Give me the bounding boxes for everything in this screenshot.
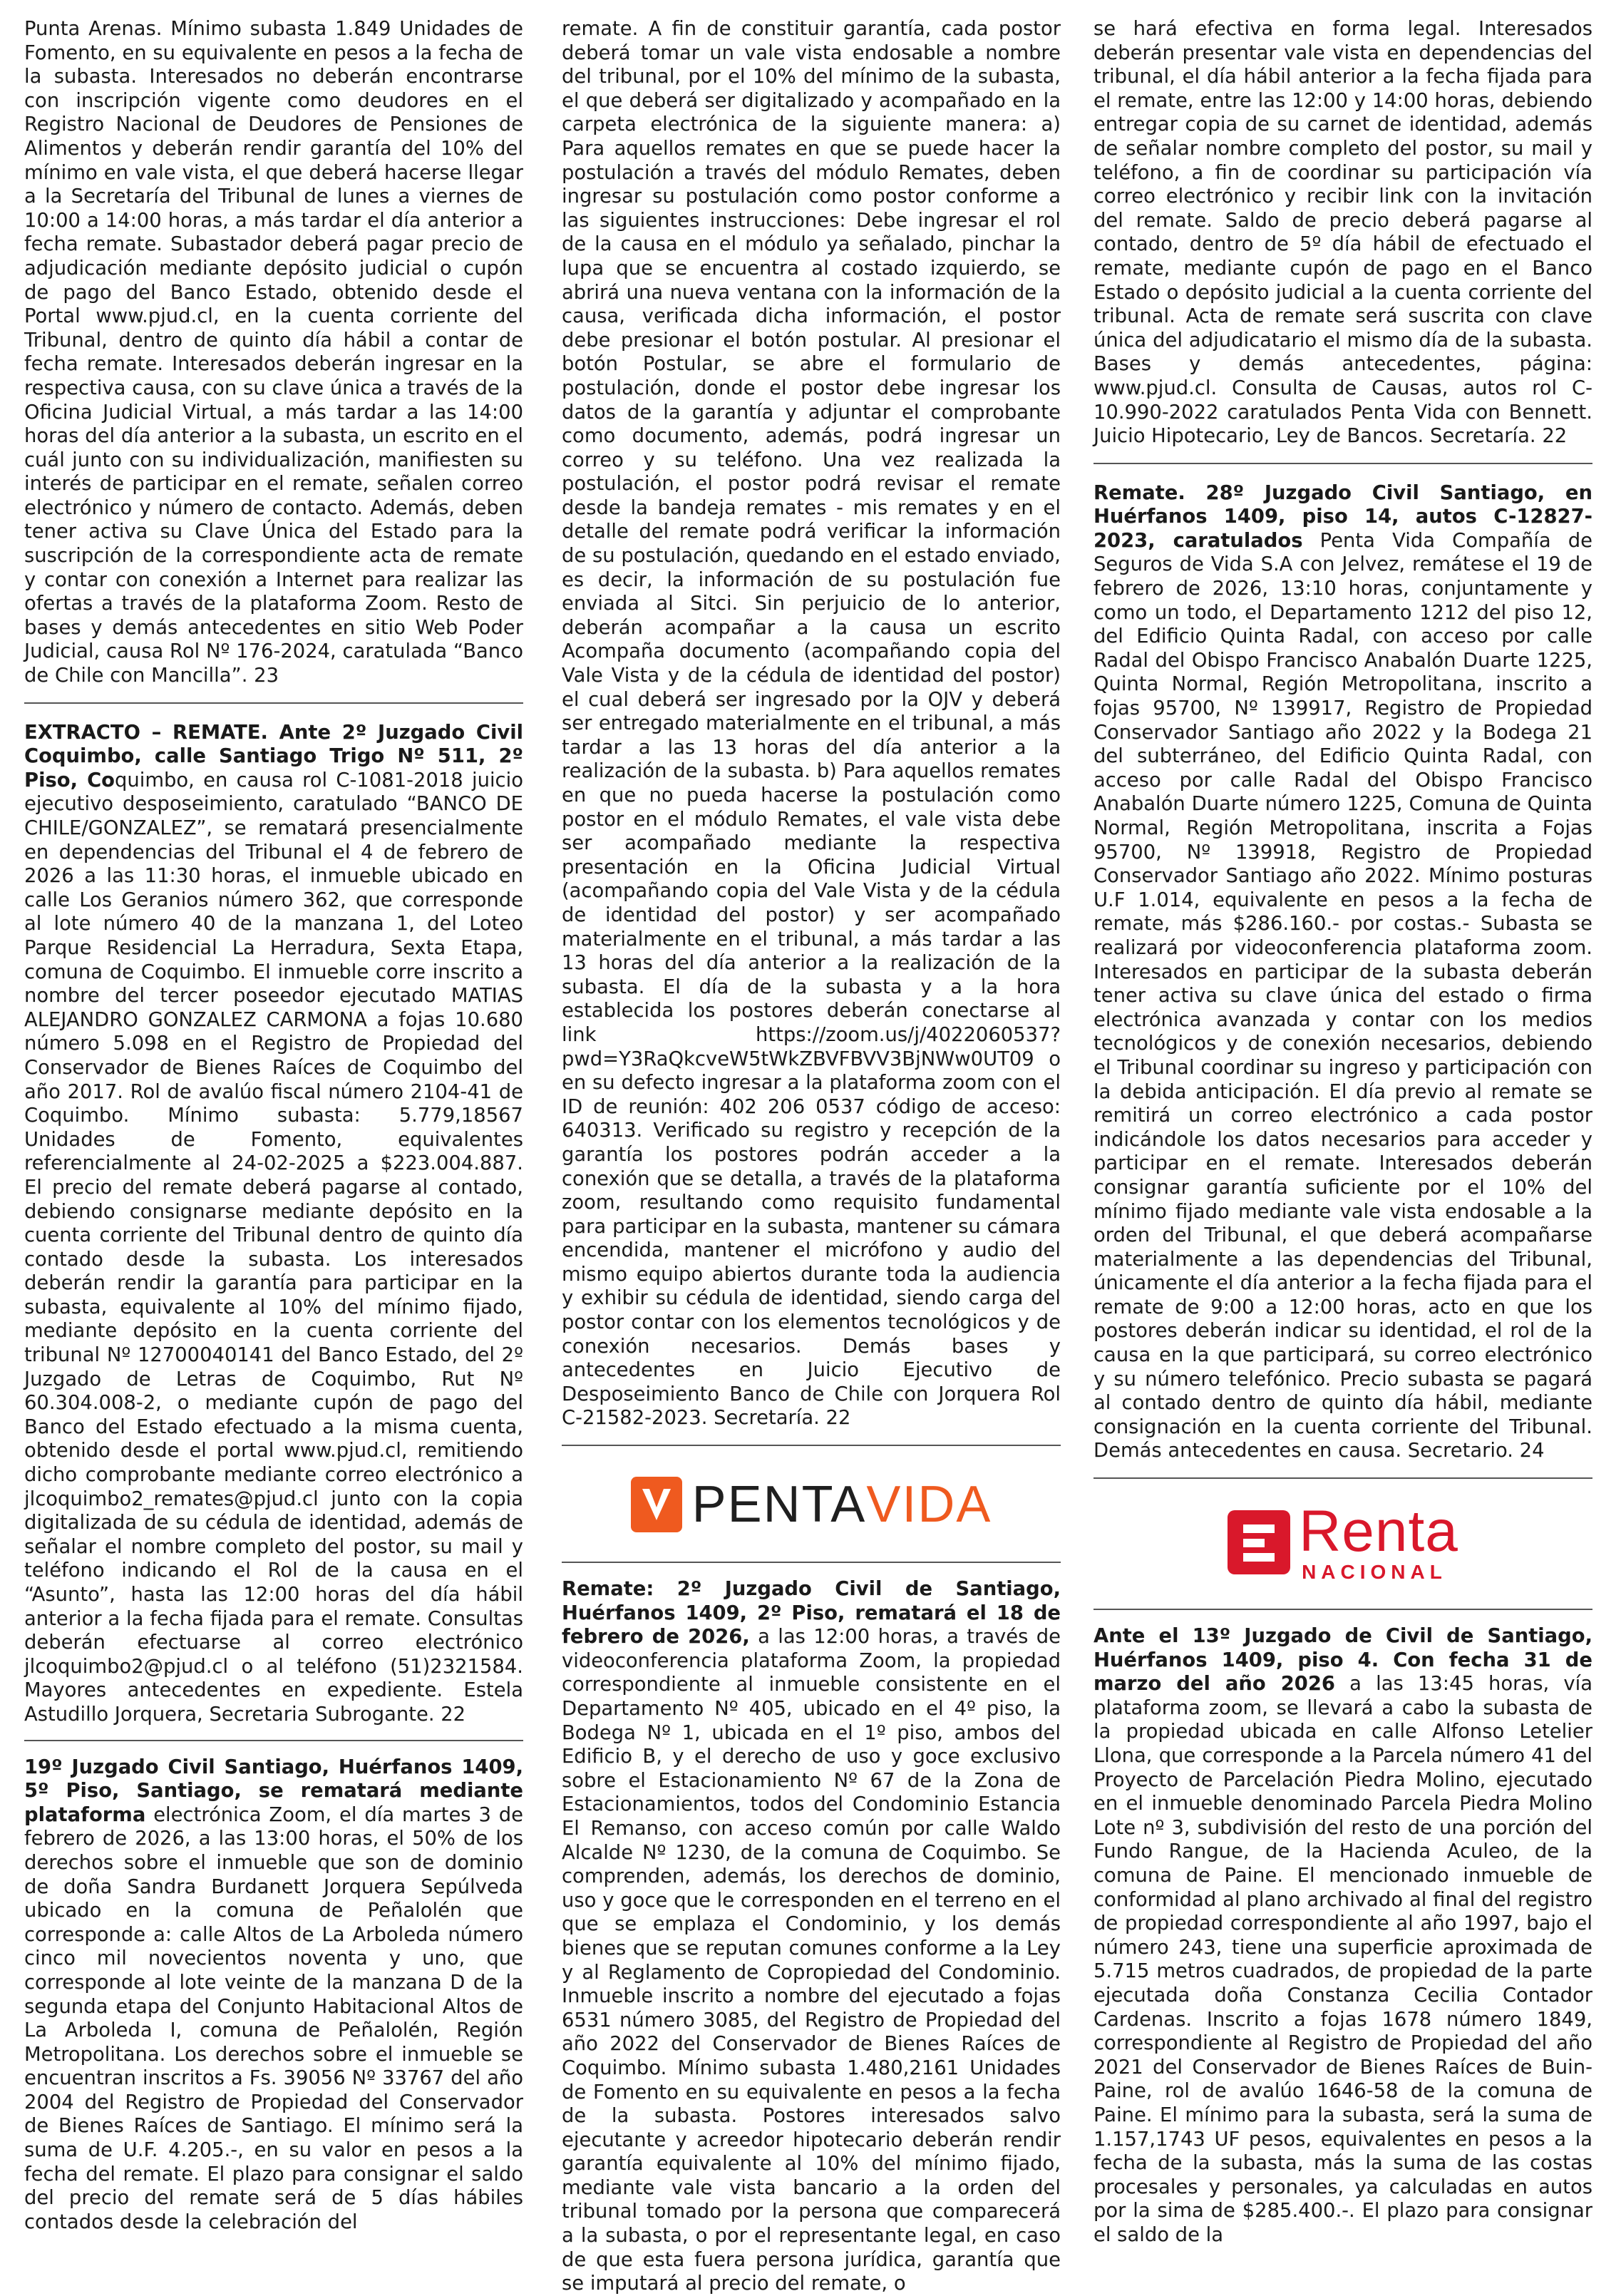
notice-punta-arenas: Punta Arenas. Mínimo subasta 1.849 Unidades de Fomento, en su equivalente en pesos a la fecha de la subasta. Interesados no deberán encontrarse con inscripción vigente como deudores en el Registro Nacional de Deudores de Pensiones de Alimentos y deberán rendir garantía del 10% del mínimo en vale vista, el que deberá hacerse llegar a la Secretaría del Tribunal de lunes a viernes de 10:00 a 14:00 horas, a más tardar el día anterior a fecha remate. Subastador deberá pagar precio de adjudicación mediante depósito judicial o cupón de pago del Banco Estado, obtenido desde el Portal www.pjud.cl, en la cuenta corriente del Tribunal, dentro de quinto día hábil a contar de fecha remate. Interesados deberán ingresar en la respectiva causa, con su clave única a través de la Oficina Judicial Virtual, a más tardar a las 14:00 horas del día anterior a la subasta, un escrito en el cuál junto con su individualización, manifiesten su interés de participar en el remate, señalen correo electrónico y número de contacto. Además, deben tener activa su Clave Única del Estado para la suscripción de la correspondiente acta de remate y contar con conexión a Internet para realizar las ofertas a través de la plataforma Zoom. Resto de bases y demás antecedentes en sitio Web Poder Judicial, causa Rol Nº 176-2024, caratulada “Banco de Chile con Mancilla”. 23: [24, 18, 523, 687]
notice-text: a las 12:00 horas, a través de videoconferencia plataforma Zoom, la propiedad correspondiente al inmueble consistente en el Departamento Nº 405, ubicado en el 4º piso, la Bodega Nº 1, ubicada en el 1º piso, ambos del Edificio B, y el derecho de uso y goce exclusivo sobre el Estacionamiento Nº 67 de la Zona de Estacionamientos, todos del Condominio Estancia El Remanso, con acceso común por calle Waldo Alcalde Nº 1230, de la comuna de Coquimbo. Se comprenden, además, los derechos de dominio, uso y goce que le corresponden en el terreno en el que se emplaza el Condominio, y los demás bienes que se reputan comunes conforme a la Ley y al Reglamento de Copropiedad del Condominio. Inmueble inscrito a nombre del ejecutado a fojas 6531 número 3085, del Registro de Propiedad del año 2022 del Conservador de Bienes Raíces de Coquimbo. Mínimo subasta 1.480,2161 Unidades de Fomento en su equivalente en pesos a la fecha de la subasta. Postores interesados salvo ejecutante y acreedor hipotecario deberán rendir garantía equivalente al 10% del mínimo fijado, mediante vale vista bancario a la orden del tribunal tomado por la persona que comparecerá a la subasta, o por el representante legal, en caso de que esta fuera persona jurídica, garantía que se imputará al precio del remate, o: [562, 1626, 1061, 2295]
separator: [562, 1562, 1061, 1563]
notice-heading: Remate: 2º Juzgado Civil de Santiago, Huérfanos 1409, 2º Piso, rematará el 18 de febrero de 2026,: [562, 1578, 1061, 1649]
notice-coquimbo-gonzalez: [24, 721, 523, 1727]
notice-text: quimbo, en causa rol C-1081-2018 juicio ejecutivo desposeimiento, caratulado “BANCO DE CHILE/GONZALEZ”, se rematará presencialmente en dependencias del Tribunal el 4 de febrero de 2026 a las 11:30 horas, el inmueble ubicado en calle Los Geranios número 362, que corresponde al lote número 40 de la manzana 1, del Loteo Parque Residencial La Herradura, Sexta Etapa, comuna de Coquimbo. El inmueble corre inscrito a nombre del tercer poseedor ejecutado MATIAS ALEJANDRO GONZALEZ CARMONA a fojas 10.680 número 5.098 en el Registro de Propiedad del Conservador de Bienes Raíces de Coquimbo del año 2017. Rol de avalúo fiscal número 2104-41 de Coquimbo. Mínimo subasta: 5.779,18567 Unidades de Fomento, equivalentes referencialmente al 24-02-2025 a $223.004.887. El precio del remate deberá pagarse al contado, debiendo consignarse mediante depósito en la cuenta corriente del Tribunal dentro de quinto día contado desde la subasta. Los interesados deberán rendir la garantía para participar en la subasta, equivalente al 10% del mínimo fijado, mediante depósito en la cuenta corriente del tribunal Nº 12700040141 del Banco Estado, del 2º Juzgado de Letras de Coquimbo, Rut Nº 60.304.008-2, o mediante cupón de pago del Banco del Estado efectuado a la misma cuenta, obtenido desde el portal www.pjud.cl, remitiendo dicho comprobante mediante correo electrónico a jlcoquimbo2_remates@pjud.cl junto con la copia digitalizada de su cédula de identidad, además de señalar el nombre completo del postor, su mail y teléfono indicando el Rol de la causa en el “Asunto”, hasta las 12:00 horas del día hábil anterior a la fecha fijada para el remate. Consultas deberán efectuarse al correo electrónico jlcoquimbo2@pjud.cl o al teléfono (51)2321584. Mayores antecedentes en expediente. Estela Astudillo Jorquera, Secretaria Subrogante. 22: [24, 769, 523, 1726]
logo-word-penta: PENTA: [691, 1476, 867, 1534]
column-middle: [562, 17, 1061, 2296]
notice-heading: Ante el 13º Juzgado de Civil de Santiago, Huérfanos 1409, piso 4. Con fecha 31 de marzo del año 2026: [1093, 1625, 1592, 1696]
penta-v-icon: [631, 1477, 682, 1532]
notice-28-juzgado: [1093, 481, 1592, 1463]
separator: [24, 1740, 523, 1741]
notice-heading: Remate. 28º Juzgado Civil Santiago, en Huérfanos 1409, piso 14, autos C-12827-2023, caratulados: [1093, 481, 1592, 552]
logo-word-nacional: NACIONAL: [1302, 1561, 1447, 1584]
notice-heading: EXTRACTO – REMATE. Ante 2º Juzgado Civil Coquimbo, calle Santiago Trigo Nº 511, 2º Piso, Co: [24, 721, 523, 791]
notice-text: a las 13:45 horas, vía plataforma zoom, se llevará a cabo la subasta de la propiedad ubicada en calle Alfonso Letelier Llona, que corresponde a la Parcela número 41 del Proyecto de Parcelación Piedra Molino, ejecutado en el inmueble denominado Parcela Piedra Molino Lote nº 3, subdivisión del resto de una porción del Fundo Rangue, de la Hacienda Aculeo, de la comuna de Paine. El mencionado inmueble de conformidad al plano archivado al final del registro de propiedad correspondiente al año 1997, bajo el número 243, tiene una superficie aproximada de 5.715 metros cuadrados, de propiedad de la parte ejecutada doña Constanza Cecilia Contador Cardenas. Inscrito a fojas 1678 número 1849, correspondiente al Registro de Propiedad del año 2021 del Conservador de Bienes Raíces de Buin-Paine, rol de avalúo 1646-58 de la comuna de Paine. El mínimo para la subasta, será la suma de 1.157,1743 UF pesos, equivalentes en pesos a la fecha de la subasta, más la suma de las costas procesales y personales, ya calculadas en autos por la sima de $285.400.-. El plazo para consignar el saldo de la: [1093, 1673, 1592, 2246]
separator: [1093, 1609, 1592, 1610]
notice-19-juzgado: [24, 1756, 523, 2235]
separator: [1093, 463, 1592, 464]
logo-word-renta: Renta: [1299, 1499, 1458, 1564]
logo-word-vida: VIDA: [866, 1476, 992, 1534]
column-left: [24, 17, 523, 2234]
penta-vida-logo: [562, 1463, 1061, 1549]
notice-vale-vista-zoom: remate. A fin de constituir garantía, cada postor deberá tomar un vale vista endosable a nombre del tribunal, por el 10% del mínimo de la subasta, el que deberá ser digitalizado y acompañado en la carpeta electrónica de la siguiente manera: a) Para aquellos remates en que se puede hacer la postulación a través del módulo Remates, deben ingresar su postulación como postor conforme a las siguientes instrucciones: Debe ingresar el rol de la causa en el módulo ya señalado, pinchar la lupa que se encuentra al costado izquierdo, se abrirá una nueva ventana con la información de la causa, verificada dicha información, el postor debe presionar el botón postular. Al presionar el botón Postular, se abre el formulario de postulación, donde el postor debe ingresar los datos de la garantía y adjuntar el comprobante como documento, además, podrá ingresar un correo y su teléfono. Una vez realizada la postulación, el postor podrá revisar el remate desde la bandeja remates - mis remates y en el detalle del remate podrá verificar la información de su postulación, quedando en el estado enviado, es decir, la información de su postulación fue enviada al Sitci. Sin perjuicio de lo anterior, deberán acompañar a la causa un escrito Acompaña documento (acompañando copia del Vale Vista y de la cédula de identidad del postor) el cual deberá ser ingresado por la OJV y deberá ser entregado materialmente en el tribunal, a más tardar a las 13 horas del día anterior a la realización de la subasta. b) Para aquellos remates en que no pueda hacerse la postulación como postor en el módulo Remates, el vale vista debe ser acompañado mediante la respectiva presentación en la Oficina Judicial Virtual (acompañando copia del Vale Vista y de la cédula de identidad del postor) y ser acompañado materialmente en el tribunal, a más tardar a las 13 horas del día anterior a la realización de la subasta. El día de la subasta y a la hora establecida los postores deberán conectarse al link https://zoom.us/j/4022060537?pwd=Y3RaQkcveW5tWkZBVFBVV3BjNWw0UT09 o en su defecto ingresar a la plataforma zoom con el ID de reunión: 402 206 0537 código de acceso: 640313. Verificado su registro y recepción de la garantía los postores podrán acceder a la conexión que se detalla, a través de la plataforma zoom, resultando como requisito fundamental para participar en la subasta, mantener su cámara encendida, mantener el micrófono y audio del mismo equipo abiertos durante toda la audiencia y exhibir su cédula de identidad, siendo carga del postor contar con los elementos tecnológicos y de conexión necesarios. Demás bases y antecedentes en Juicio Ejecutivo de Desposeimiento Banco de Chile con Jorquera Rol C-21582-2023. Secretaría. 22: [562, 18, 1061, 1430]
notice-penta-bennett: se hará efectiva en forma legal. Interesados deberán presentar vale vista en dependencias del tribunal, el día hábil anterior a la fecha fijada para el remate, entre las 12:00 y 14:00 horas, debiendo entregar copia de su carnet de identidad, además de señalar nombre completo del postor, su mail y teléfono, a fin de coordinar su participación vía correo electrónico y recibir link con la invitación del remate. Saldo de precio deberá pagarse al contado, dentro de 5º día hábil de efectuado el remate, mediante cupón de pago en el Banco Estado o depósito judicial a la cuenta corriente del tribunal. Acta de remate será suscrita con clave única del adjudicatario el mismo día de la subasta. Bases y demás antecedentes, página: www.pjud.cl. Consulta de Causas, autos rol C-10.990-2022 caratulados Penta Vida con Bennett. Juicio Hipotecario, Ley de Bancos. Secretaría. 22: [1093, 18, 1592, 448]
notice-text: electrónica Zoom, el día martes 3 de febrero de 2026, a las 13:00 horas, el 50% de los derechos sobre el inmueble que son de dominio de doña Sandra Burdanett Jorquera Sepúlveda ubicado en la comuna de Peñalolén que corresponde a: calle Altos de La Arboleda número cinco mil novecientos noventa y uno, que corresponde al lote veinte de la manzana D de la segunda etapa del Conjunto Habitacional Altos de La Arboleda I, comuna de Peñalolén, Región Metropolitana. Los derechos sobre el inmueble se encuentran inscritos a Fs. 39056 Nº 33767 del año 2004 del Registro de Propiedad del Conservador de Bienes Raíces de Santiago. El mínimo será la suma de U.F. 4.205.-, en su valor en pesos a la fecha del remate. El plazo para consignar el saldo del precio del remate será de 5 días hábiles contados desde la celebración del: [24, 1803, 523, 2233]
renta-r-icon: [1228, 1510, 1290, 1574]
notice-2-juzgado: [562, 1577, 1061, 2296]
notice-text: Penta Vida Compañía de Seguros de Vida S.A con Jelvez, remátese el 19 de febrero de 2026, 13:10 horas, conjuntamente y como un todo, el Departamento 1212 del piso 12, del Edificio Quinta Radal, con acceso por calle Radal del Obispo Francisco Anabalón Duarte 1225, Quinta Normal, Región Metropolitana, inscrito a fojas 95700, Nº 139917, Registro de Propiedad Conservador Santiago año 2022 y la Bodega 21 del subterráneo, del Edificio Quinta Radal, con acceso por calle Radal del Obispo Francisco Anabalón Duarte número 1225, Comuna de Quinta Normal, Región Metropolitana, inscrita a Fojas 95700, Nº 139918, Registro de Propiedad Conservador Santiago año 2022. Mínimo posturas U.F 1.014, equivalente en pesos a la fecha de remate, más $286.160.- por costas.- Subasta se realizará por videoconferencia plataforma zoom. Interesados en participar de la subasta deberán tener activa su clave única del estado o firma electrónica avanzada y contar con los medios tecnológicos y de conexión necesarios, debiendo el Tribunal coordinar su ingreso y participación con la debida anticipación. El día previo al remate se remitirá un correo electrónico a cada postor indicándole los datos necesarios para acceder y participar en el remate. Interesados deberán consignar garantía suficiente por el 10% del mínimo fijado mediante vale vista endosable a la orden del Tribunal, el que deberá acompañarse materialmente a las dependencias del Tribunal, únicamente el día anterior a la fecha fijada para el remate de 9:00 a 12:00 horas, acto en que los postores deberán indicar su identidad, el rol de la causa en la que participará, su correo electrónico y su número telefónico. Precio subasta se pagará al contado dentro de quinto día hábil, mediante consignación en la cuenta corriente del Tribunal. Demás antecedentes en causa. Secretario. 24: [1093, 529, 1592, 1462]
separator: [24, 702, 523, 704]
column-right: [1093, 17, 1592, 2247]
notice-13-juzgado: [1093, 1624, 1592, 2247]
separator: [1093, 1477, 1592, 1479]
notice-heading: 19º Juzgado Civil Santiago, Huérfanos 1409, 5º Piso, Santiago, se rematará mediante plataforma: [24, 1756, 523, 1826]
separator: [562, 1445, 1061, 1446]
renta-nacional-logo: [1093, 1496, 1592, 1596]
